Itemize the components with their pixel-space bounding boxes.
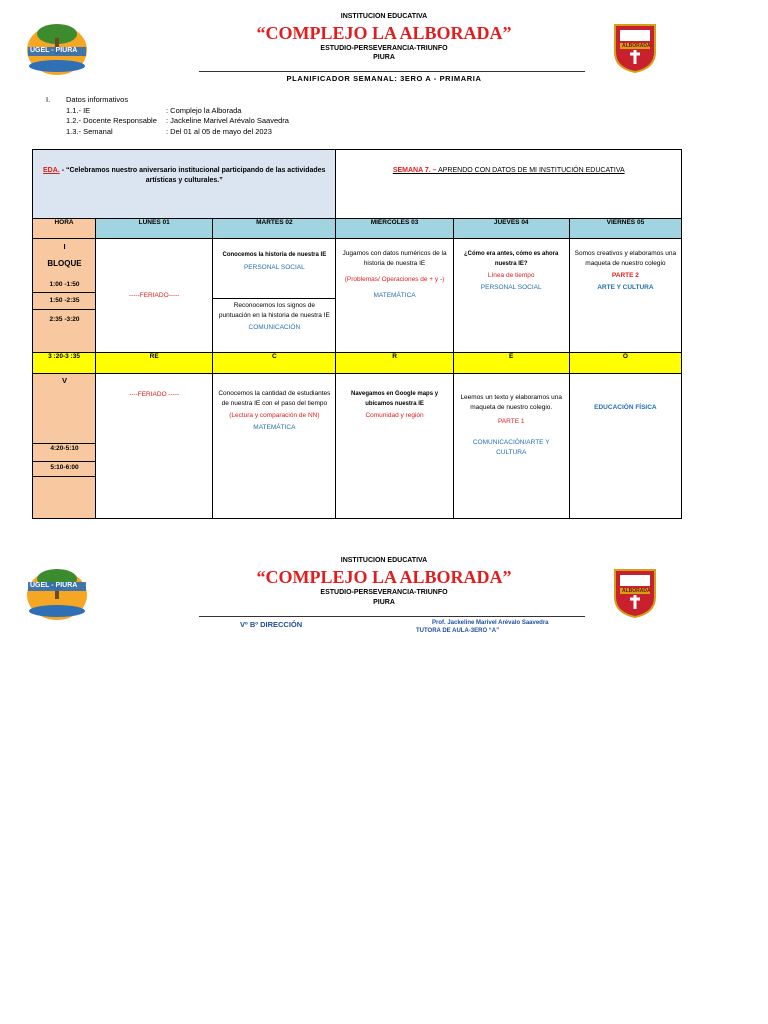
day-header-row <box>33 219 682 239</box>
weekly-planner-table <box>32 149 682 519</box>
activity-subtitle: Comunidad y región <box>365 412 424 419</box>
activity-title: Leemos un texto y elaboramos una maqueta de nuestro colegio. <box>460 394 562 411</box>
institution-label: INSTITUCION EDUCATIVA <box>340 557 428 564</box>
activity-subtitle: PARTE 1 <box>497 418 525 425</box>
info-value: : Complejo la Alborada <box>166 105 242 115</box>
school-name: “COMPLEJO LA ALBORADA” <box>256 23 512 43</box>
activity-area: COMUNICACIÓN/ARTE Y CULTURA <box>472 439 550 456</box>
block2-time-cell <box>33 374 96 519</box>
activity-area: MATEMÁTICA <box>253 424 296 431</box>
activity-title: Navegamos en Google maps y ubicamos nuestra IE <box>351 391 439 407</box>
info-label: 1.3.- Semanal <box>66 126 113 136</box>
block2-miercoles <box>336 374 453 519</box>
school-motto: ESTUDIO-PERSEVERANCIA-TRIUNFO <box>320 45 448 52</box>
header-lunes: LUNES 01 <box>96 219 213 239</box>
block1-jueves <box>453 239 569 353</box>
semana-label: SEMANA 7. – <box>392 167 437 174</box>
planner-title: PLANIFICADOR SEMANAL: 3ERO A - PRIMARIA <box>286 74 482 83</box>
block1-miercoles <box>336 239 453 353</box>
block1-time-cell <box>33 239 96 353</box>
info-label: 1.2.- Docente Responsable <box>66 116 157 125</box>
activity-subtitle: Línea de tiempo <box>487 272 535 279</box>
block1-lunes <box>96 239 213 353</box>
recreo-time: 3 :20-3 :35 <box>33 353 96 374</box>
seal-text: ALBORADA <box>622 588 651 594</box>
recreo-row <box>33 353 682 374</box>
eda-row <box>33 150 682 219</box>
signature-teacher-name: Prof. Jackeline Marivel Arévalo Saavedra <box>432 620 549 626</box>
institution-label: INSTITUCION EDUCATIVA <box>340 13 428 20</box>
info-value: : Del 01 al 05 de mayo del 2023 <box>166 126 272 136</box>
info-label: 1.1.- IE <box>66 105 91 115</box>
info-section <box>46 95 289 137</box>
eda-cell <box>33 150 336 219</box>
block1-row-a <box>33 239 682 299</box>
block1-time: 2:35 -3:20 <box>49 316 80 323</box>
activity-area: PERSONAL SOCIAL <box>480 284 542 291</box>
block1-martes-bottom <box>213 299 336 353</box>
school-seal <box>612 567 658 619</box>
activity-title: Reconocemos los signos de puntuación en la historia de nuestra IE <box>218 302 330 319</box>
semana-cell <box>336 150 682 219</box>
header-hora: HORA <box>33 219 96 239</box>
semana-text: APRENDO CON DATOS DE MI INSTITUCIÓN EDUCATIVA <box>438 167 625 174</box>
header-miercoles: MIÉRCOLES 03 <box>336 219 453 239</box>
school-city: PIURA <box>373 54 395 61</box>
activity-area: EDUCACIÓN FÍSICA <box>594 404 657 411</box>
activity-subtitle: PARTE 2 <box>611 272 639 279</box>
block1-label: BLOQUE <box>47 259 82 268</box>
recreo-letter: RE <box>96 353 213 374</box>
activity-title: Conocemos la historia de nuestra IE <box>222 252 327 258</box>
block2-time: 5:10-6:00 <box>50 464 79 471</box>
feriado-text: -----FERIADO----- <box>128 292 180 299</box>
header-jueves: JUEVES 04 <box>453 219 569 239</box>
block2-martes <box>213 374 336 519</box>
header-rule <box>199 71 585 72</box>
recreo-letter: O <box>569 353 681 374</box>
activity-title: Jugamos con datos numéricos de la historia de nuestra IE <box>342 250 447 267</box>
seal-text: ALBORADA <box>622 43 651 49</box>
feriado-text: ----FERIADO ----- <box>129 391 180 398</box>
block2-lunes <box>96 374 213 519</box>
block1-martes-top <box>213 239 336 299</box>
signature-teacher-role: TUTORA DE AULA-3ERO “A” <box>416 628 500 634</box>
eda-text: - “Celebramos nuestro aniversario institucional participando de las actividades artísticas y culturales.” <box>61 167 326 184</box>
info-value: : Jackeline Marivel Arévalo Saavedra <box>166 116 289 125</box>
block2-viernes <box>569 374 681 519</box>
recreo-letter: C <box>213 353 336 374</box>
activity-area: ARTE Y CULTURA <box>597 284 654 291</box>
school-motto: ESTUDIO-PERSEVERANCIA-TRIUNFO <box>320 589 448 596</box>
activity-subtitle: (Lectura y comparación de NN) <box>229 412 320 419</box>
school-city: PIURA <box>373 599 395 606</box>
block2-jueves <box>453 374 569 519</box>
block2-roman: V <box>61 376 67 385</box>
ugel-logo-text: UGEL - PIURA <box>30 47 78 54</box>
block1-roman: I <box>63 242 66 251</box>
activity-area: PERSONAL SOCIAL <box>243 264 305 271</box>
activity-subtitle: (Problemas/ Operaciones de + y -) <box>344 276 445 283</box>
info-section-title: Datos informativos <box>66 95 129 104</box>
ugel-logo-text: UGEL - PIURA <box>30 582 78 589</box>
eda-label: EDA. <box>43 167 60 174</box>
header-viernes: VIERNES 05 <box>569 219 681 239</box>
info-section-number: I. <box>46 95 51 104</box>
recreo-letter: R <box>336 353 453 374</box>
block1-viernes <box>569 239 681 353</box>
school-name: “COMPLEJO LA ALBORADA” <box>256 567 512 587</box>
activity-title: ¿Cómo era antes, cómo es ahora nuestra IE? <box>464 251 559 267</box>
activity-area: MATEMÁTICA <box>373 292 416 299</box>
school-seal <box>612 22 658 74</box>
activity-title: Conocemos la cantidad de estudiantes de nuestra IE con el paso del tiempo <box>218 390 331 407</box>
block2-row <box>33 374 682 519</box>
signature-rule <box>199 616 585 617</box>
recreo-letter: E <box>453 353 569 374</box>
activity-title: Somos creativos y elaboramos una maqueta de nuestro colegio <box>574 250 677 267</box>
block1-time: 1:00 -1:50 <box>49 281 80 288</box>
header-martes: MARTES 02 <box>213 219 336 239</box>
block2-time: 4:20-5:10 <box>50 445 79 452</box>
block1-time: 1:50 -2:35 <box>49 297 80 304</box>
activity-area: COMUNICACIÓN <box>248 324 301 331</box>
signature-direccion: Vº Bº DIRECCIÓN <box>240 620 303 629</box>
